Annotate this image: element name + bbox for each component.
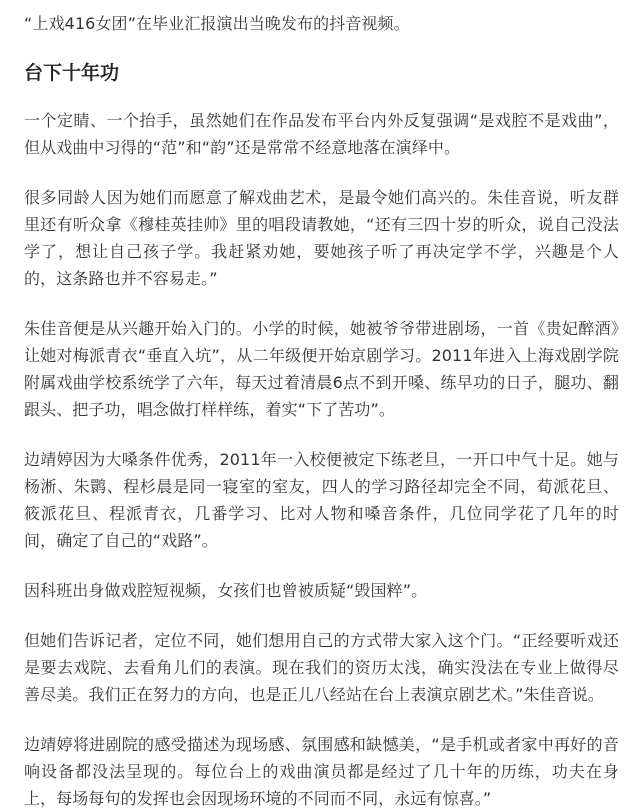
intro-caption: “上戏416女团”在毕业汇报演出当晚发布的抖音视频。 xyxy=(24,14,410,33)
paragraph: 很多同龄人因为她们而愿意了解戏曲艺术，是最令她们高兴的。朱佳音说，听友群里还有听众拿《穆桂英挂帅》里的唱段请教她，“还有三四十岁的听众，说自己没法学了，想让自己孩子学。我赶紧劝她，要她孩子听了再决定学不学，兴趣是个人的，这条路也并不容易走。” xyxy=(24,188,619,288)
section-title: 台下十年功 xyxy=(24,62,120,84)
paragraph: 朱佳音便是从兴趣开始入门的。小学的时候，她被爷爷带进剧场，一首《贵妃醉酒》让她对梅派青衣“垂直入坑”，从二年级便开始京剧学习。2011年进入上海戏剧学院附属戏曲学校系统学了六年，每天过着清晨6点不到开嗓、练早功的日子，腿功、翻跟头、把子功，唱念做打样样练，着实“下了苦功”。 xyxy=(24,319,619,419)
paragraph: 因科班出身做戏腔短视频，女孩们也曾被质疑“毁国粹”。 xyxy=(24,581,428,600)
paragraph: 但她们告诉记者，定位不同，她们想用自己的方式带大家入这个门。“正经要听戏还是要去戏院、去看角儿们的表演。现在我们的资历太浅，确实没法在专业上做得尽善尽美。我们正在努力的方向，也是正儿八经站在台上表演京剧艺术。”朱佳音说。 xyxy=(24,631,619,704)
paragraph: 一个定睛、一个抬手，虽然她们在作品发布平台内外反复强调“是戏腔不是戏曲”，但从戏曲中习得的“范”和“韵”还是常常不经意地落在演绎中。 xyxy=(24,111,619,157)
paragraph: 边靖婷因为大嗓条件优秀，2011年一入校便被定下练老旦，一开口中气十足。她与杨淅、朱鹮、程杉晨是同一寝室的室友，四人的学习路径却完全不同，荀派花旦、筱派花旦、程派青衣，几番学习、比对人物和嗓音条件，几位同学花了几年的时间，确定了自己的“戏路”。 xyxy=(24,450,619,550)
paragraph: 边靖婷将进剧院的感受描述为现场感、氛围感和缺憾美，“是手机或者家中再好的音响设备都没法呈现的。每位台上的戏曲演员都是经过了几十年的历练，功夫在身上，每场每句的发挥也会因现场环境的不同而不同，永远有惊喜。” xyxy=(24,735,619,808)
